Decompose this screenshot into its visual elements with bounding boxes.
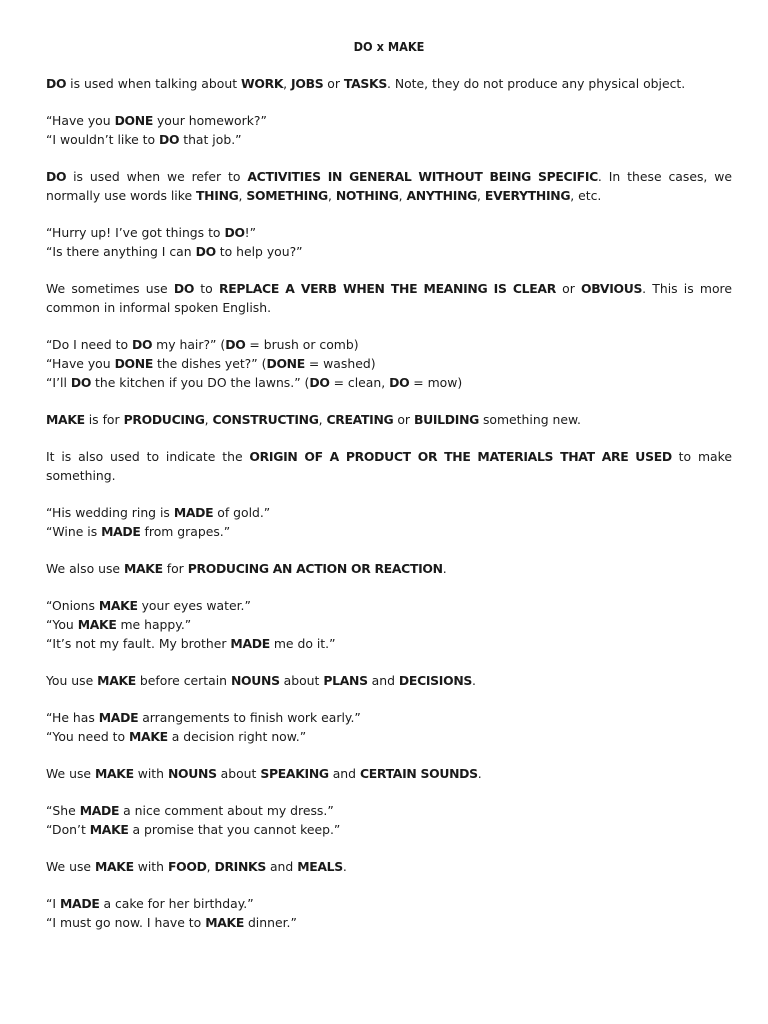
keyword: DO [131, 337, 153, 352]
text-run: “It’s not my fault. My brother [46, 636, 231, 651]
keyword: SOMETHING [246, 188, 328, 203]
keyword: MADE [60, 896, 100, 911]
text-run: We sometimes use [46, 281, 174, 296]
text-run: “Onions [46, 598, 99, 613]
keyword: NOUNS [230, 673, 280, 688]
text-run: “Do I need to [46, 337, 132, 352]
explanation-paragraph [46, 857, 732, 876]
example-group [46, 503, 732, 541]
keyword: MADE [101, 524, 141, 539]
text-run: to [194, 281, 219, 296]
explanation-paragraph [46, 74, 732, 93]
text-run: . [477, 766, 482, 781]
text-run: We also use [46, 561, 124, 576]
text-run: my hair?” ( [152, 337, 226, 352]
text-run: something new. [479, 412, 581, 427]
example-group [46, 708, 732, 746]
text-run: , [477, 188, 485, 203]
keyword: MAKE [77, 617, 117, 632]
text-run: “I wouldn’t like to [46, 132, 160, 147]
keyword: MAKE [97, 673, 136, 688]
text-run: “Wine is [46, 524, 102, 539]
example-sentence [46, 634, 732, 653]
text-run: a cake for her birthday.” [99, 896, 254, 911]
example-sentence [46, 596, 732, 615]
keyword: PLANS [323, 673, 368, 688]
keyword: OBVIOUS [581, 281, 643, 296]
text-run: = washed) [304, 356, 376, 371]
keyword: MAKE [94, 859, 134, 874]
text-run: . [472, 673, 476, 688]
keyword: DO [309, 375, 330, 390]
example-sentence [46, 111, 732, 130]
keyword: REPLACE A VERB WHEN THE MEANING IS CLEAR [218, 281, 556, 296]
keyword: MAKE [123, 561, 163, 576]
keyword: CONSTRUCTING [212, 412, 319, 427]
text-run: !” [244, 225, 257, 240]
keyword: DO [46, 169, 67, 184]
text-run: “Have you [46, 113, 115, 128]
keyword: CREATING [326, 412, 394, 427]
example-group [46, 111, 732, 149]
text-run: and [328, 766, 360, 781]
text-run: me happy.” [116, 617, 192, 632]
example-sentence [46, 354, 732, 373]
text-run: , [238, 188, 247, 203]
keyword: JOBS [291, 76, 324, 91]
text-run: = mow) [409, 375, 463, 390]
text-run: We use [46, 766, 95, 781]
text-run: . [442, 561, 447, 576]
keyword: WORK [241, 76, 284, 91]
text-run: a nice comment about my dress.” [119, 803, 334, 818]
text-run: It is also used to indicate the [46, 449, 250, 464]
keyword: DO [225, 337, 246, 352]
text-run: , [206, 859, 215, 874]
text-run: is used when we refer to [66, 169, 248, 184]
text-run: about [279, 673, 324, 688]
keyword: DO [173, 281, 195, 296]
text-run: “I’ll [46, 375, 71, 390]
keyword: CERTAIN SOUNDS [359, 766, 478, 781]
keyword: MAKE [94, 766, 134, 781]
example-sentence [46, 801, 732, 820]
text-run: “You [46, 617, 78, 632]
example-group [46, 223, 732, 261]
text-run: “I [46, 896, 61, 911]
keyword: ANYTHING [406, 188, 478, 203]
text-run: dinner.” [244, 915, 297, 930]
text-run: your eyes water.” [137, 598, 251, 613]
keyword: DO [159, 132, 180, 147]
keyword: DRINKS [214, 859, 266, 874]
text-run: for [162, 561, 188, 576]
text-run: with [133, 859, 168, 874]
keyword: MAKE [129, 729, 168, 744]
keyword: THING [196, 188, 239, 203]
explanation-paragraph [46, 167, 732, 205]
text-run: the dishes yet?” ( [153, 356, 267, 371]
keyword: NOTHING [335, 188, 399, 203]
keyword: EVERYTHING [484, 188, 571, 203]
text-run: before certain [135, 673, 231, 688]
explanation-paragraph [46, 764, 732, 783]
keyword: BUILDING [413, 412, 480, 427]
text-run: or [393, 412, 414, 427]
example-sentence [46, 820, 732, 839]
example-sentence [46, 130, 732, 149]
example-group [46, 596, 732, 653]
text-run: “Don’t [46, 822, 90, 837]
text-run: a promise that you cannot keep.” [128, 822, 341, 837]
text-run: a decision right now.” [167, 729, 307, 744]
text-run: “Have you [46, 356, 115, 371]
text-run: “Is there anything I can [46, 244, 196, 259]
keyword: MADE [98, 710, 139, 725]
example-group [46, 801, 732, 839]
text-run: and [266, 859, 298, 874]
text-run: or [323, 76, 344, 91]
text-run: and [367, 673, 399, 688]
example-sentence [46, 522, 732, 541]
keyword: DO [195, 244, 216, 259]
keyword: DECISIONS [398, 673, 473, 688]
text-run: . In these cases, we normally use words like [46, 169, 732, 203]
text-run: of gold.” [213, 505, 271, 520]
keyword: PRODUCING AN ACTION OR REACTION [187, 561, 443, 576]
text-run: “Hurry up! I’ve got things to [46, 225, 225, 240]
text-run: . [342, 859, 347, 874]
keyword: MEALS [297, 859, 343, 874]
explanation-paragraph [46, 410, 732, 429]
example-sentence [46, 373, 732, 392]
keyword: MADE [173, 505, 214, 520]
text-run: “I must go now. I have to [46, 915, 206, 930]
document-title: DO x MAKE [353, 39, 425, 54]
example-sentence [46, 727, 732, 746]
keyword: DO [46, 76, 67, 91]
keyword: DONE [114, 113, 154, 128]
example-sentence [46, 913, 732, 932]
text-run: = clean, [329, 375, 390, 390]
text-run: . This is more common in informal spoken English. [46, 281, 733, 315]
text-run: = brush or comb) [245, 337, 359, 352]
example-sentence [46, 503, 732, 522]
keyword: PRODUCING [123, 412, 205, 427]
text-run: You use [46, 673, 98, 688]
example-sentence [46, 708, 732, 727]
text-run: that job.” [179, 132, 242, 147]
document-body [46, 74, 732, 932]
keyword: ACTIVITIES IN GENERAL WITHOUT BEING SPECIFIC [247, 169, 598, 184]
text-run: “His wedding ring is [46, 505, 174, 520]
keyword: MAKE [98, 598, 138, 613]
keyword: MAKE [46, 412, 85, 427]
text-run: We use [46, 859, 95, 874]
text-run: “She [46, 803, 80, 818]
text-run: , etc. [570, 188, 602, 203]
text-run: , [327, 188, 336, 203]
example-sentence [46, 615, 732, 634]
example-sentence [46, 335, 732, 354]
text-run: is for [84, 412, 124, 427]
explanation-paragraph [46, 671, 732, 690]
text-run: arrangements to finish work early.” [138, 710, 361, 725]
text-run: , [398, 188, 407, 203]
text-run: “He has [46, 710, 99, 725]
keyword: MADE [230, 636, 270, 651]
keyword: TASKS [343, 76, 387, 91]
keyword: DO [224, 225, 245, 240]
text-run: or [555, 281, 582, 296]
text-run: is used when talking about [66, 76, 241, 91]
keyword: DO [389, 375, 410, 390]
example-sentence [46, 894, 732, 913]
keyword: MADE [79, 803, 120, 818]
explanation-paragraph [46, 447, 732, 485]
keyword: DO [70, 375, 92, 390]
document-page [46, 37, 732, 950]
text-run: from grapes.” [140, 524, 231, 539]
text-run: , [318, 412, 327, 427]
keyword: DONE [114, 356, 154, 371]
example-group [46, 894, 732, 932]
example-sentence [46, 242, 732, 261]
text-run: your homework?” [153, 113, 267, 128]
keyword: DONE [266, 356, 305, 371]
text-run: about [216, 766, 261, 781]
keyword: NOUNS [167, 766, 217, 781]
text-run: . Note, they do not produce any physical object. [386, 76, 686, 91]
text-run: to help you?” [215, 244, 303, 259]
keyword: FOOD [167, 859, 207, 874]
explanation-paragraph [46, 559, 732, 578]
keyword: MAKE [89, 822, 129, 837]
example-group [46, 335, 732, 392]
explanation-paragraph [46, 279, 732, 317]
text-run: to make something. [46, 449, 732, 483]
text-run: , [204, 412, 213, 427]
text-run: “You need to [46, 729, 129, 744]
keyword: MAKE [205, 915, 244, 930]
text-run: me do it.” [269, 636, 336, 651]
text-run: with [133, 766, 168, 781]
text-run: the kitchen if you DO the lawns.” ( [91, 375, 310, 390]
example-sentence [46, 223, 732, 242]
keyword: ORIGIN OF A PRODUCT OR THE MATERIALS THAT ARE USED [249, 449, 672, 464]
keyword: SPEAKING [260, 766, 329, 781]
text-run: , [283, 76, 292, 91]
